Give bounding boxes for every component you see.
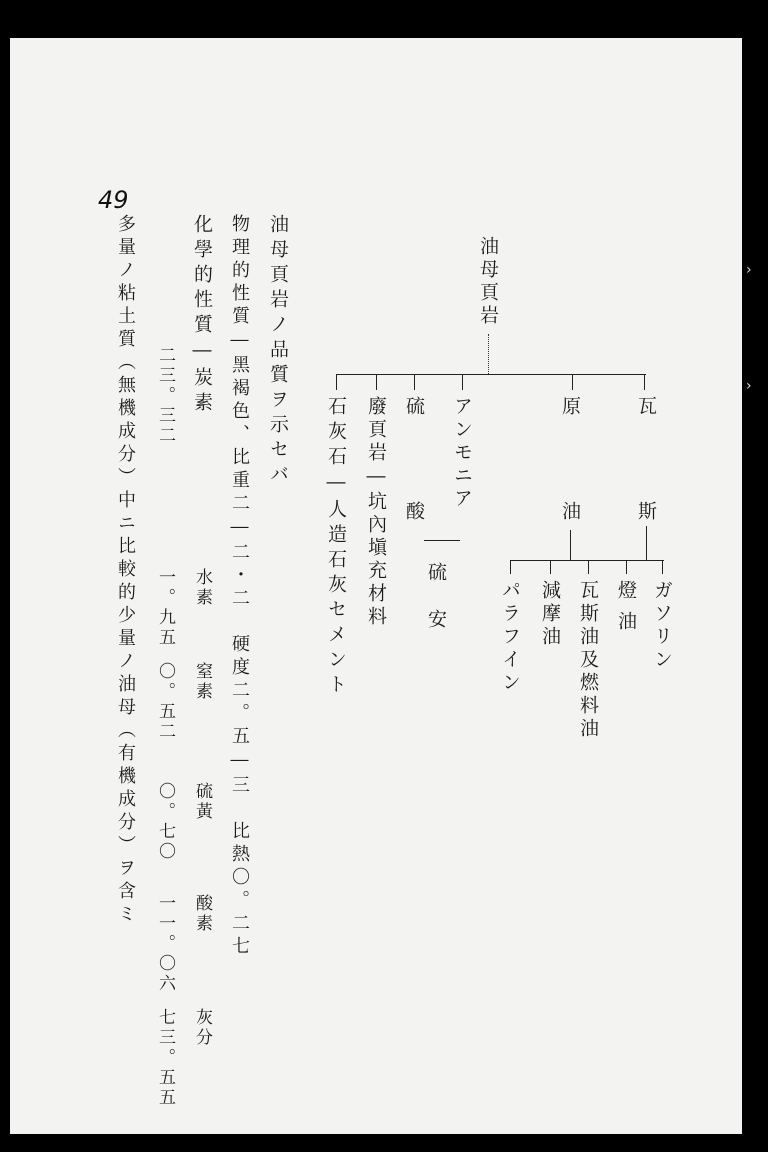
tree-gas-head: 瓦斯 <box>635 396 657 606</box>
tree-drop <box>588 560 589 574</box>
tree-gas-product: 瓦斯油及燃料油 <box>577 580 599 741</box>
chem-value-carbon: 二三。三二 <box>155 346 175 446</box>
chem-label: 水素 <box>192 568 212 608</box>
chem-label: 硫黃 <box>192 782 212 822</box>
tree-gas-product: 燈油 <box>615 580 637 642</box>
tree-drop <box>462 374 463 390</box>
chem-value: 一。九五 <box>155 568 175 648</box>
tree-drop <box>510 560 511 574</box>
chem-label: 酸素 <box>192 894 212 934</box>
paragraph-col5: 多量ノ粘土質（無機成分）中ニ比較的少量ノ油母（有機成分）ヲ含ミ <box>115 214 136 927</box>
tree-ammonia-bar <box>424 540 460 541</box>
scan-edge-mark: › <box>746 262 752 278</box>
paragraph-col2: 物理的性質―黑褐色、比重二―二・二 硬度二。五―三 比熱〇。二七 <box>229 214 250 959</box>
tree-drop <box>626 560 627 574</box>
tree-drop <box>572 374 573 390</box>
tree-gas-product: ガソリン <box>651 580 673 672</box>
tree-waste-shale: 廢頁岩―坑內塡充材料 <box>365 396 387 629</box>
tree-ammonia-product: 硫安 <box>425 562 447 656</box>
chem-label: 窒素 <box>192 662 212 702</box>
tree-root: 油母頁岩 <box>477 236 499 328</box>
tree-drop <box>644 374 645 390</box>
page-number: 49 <box>98 186 129 214</box>
tree-drop <box>376 374 377 390</box>
paragraph-col3: 化學的性質―炭素 <box>191 214 213 417</box>
tree-oil-head: 原油 <box>559 396 581 606</box>
tree-drop <box>336 374 337 390</box>
tree-drop <box>414 374 415 390</box>
chem-label: 灰分 <box>192 1008 212 1048</box>
tree-oil-connector <box>570 530 571 560</box>
tree-main-bar <box>336 374 646 375</box>
tree-root-connector <box>488 334 489 374</box>
tree-ammonia: アンモニア <box>451 396 473 511</box>
tree-oil-product: パラフイン <box>499 580 521 695</box>
chem-value: 一一。〇六 <box>155 894 175 994</box>
paragraph-col1: 油母頁岩ノ品質ヲ示セバ <box>267 214 289 489</box>
tree-gas-bar <box>584 560 664 561</box>
scan-edge-mark: › <box>746 378 752 394</box>
chem-value: 〇。七〇 <box>155 782 175 862</box>
tree-gas-connector <box>646 526 647 560</box>
tree-limestone: 石灰石―人造石灰セメント <box>325 396 347 699</box>
tree-oil-product: 減摩油 <box>539 580 561 649</box>
tree-sulfuric-acid: 硫酸 <box>403 396 425 606</box>
chem-value: 〇。五二 <box>155 662 175 742</box>
tree-drop <box>550 560 551 574</box>
tree-drop <box>662 560 663 574</box>
chem-value: 七三。五五 <box>155 1008 175 1108</box>
tree-oil-bar <box>510 560 584 561</box>
